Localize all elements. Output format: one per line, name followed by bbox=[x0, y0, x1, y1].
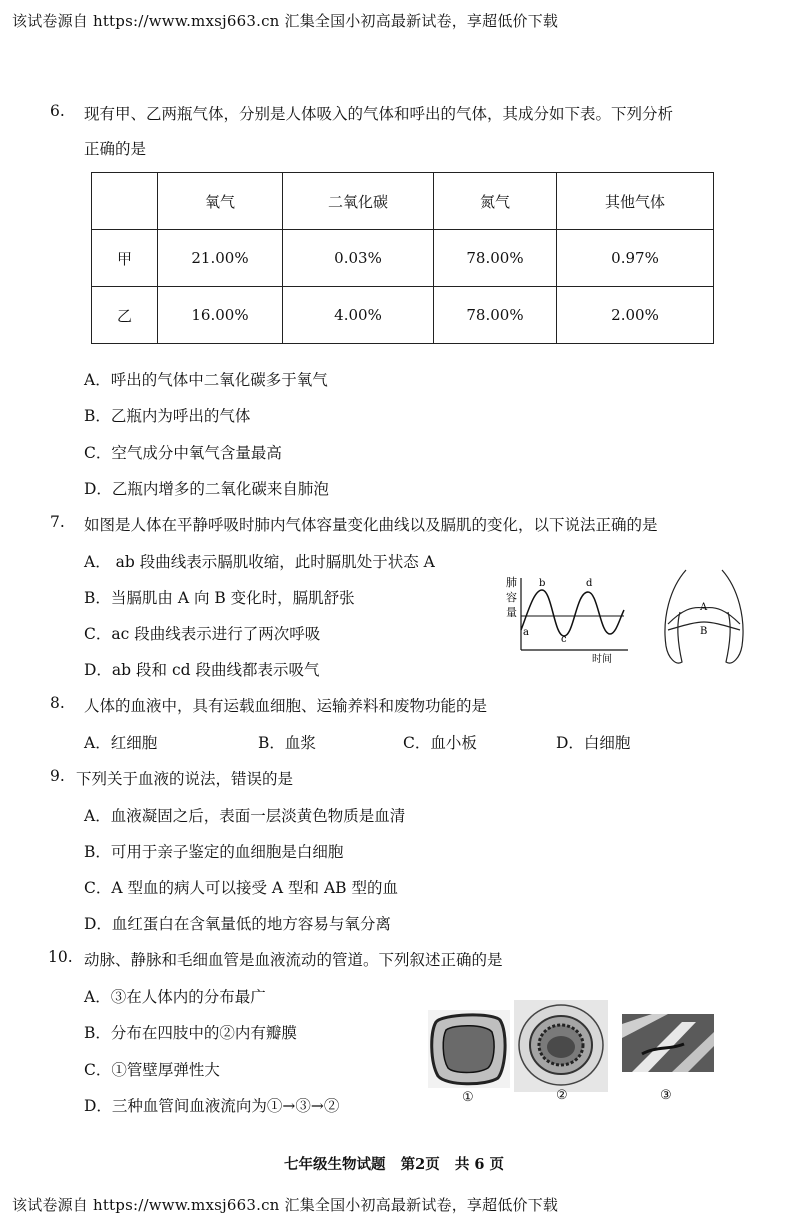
table-header-row bbox=[92, 173, 714, 230]
q8-option-a[interactable]: A．红细胞 bbox=[84, 734, 158, 752]
gas-composition-table bbox=[91, 172, 714, 344]
lung-volume-graph bbox=[500, 572, 635, 664]
q10-option-b[interactable]: B．分布在四肢中的②内有瓣膜 bbox=[84, 1024, 297, 1042]
graph-point-label: c bbox=[561, 634, 567, 645]
q6-option-c[interactable]: C．空气成分中氧气含量最高 bbox=[84, 444, 282, 462]
table-header-cell: 氧气 bbox=[158, 173, 283, 230]
vessel-label-1: ① bbox=[462, 1090, 474, 1105]
q7-option-c[interactable]: C．ac 段曲线表示进行了两次呼吸 bbox=[84, 625, 321, 643]
graph-xlabel: 时间 bbox=[592, 654, 612, 664]
diaphragm-label: B bbox=[700, 626, 708, 637]
table-header-cell: 氮气 bbox=[434, 173, 557, 230]
q10-stem: 动脉、静脉和毛细血管是血液流动的管道。下列叙述正确的是 bbox=[84, 951, 503, 969]
vessel-figure-2 bbox=[514, 1000, 608, 1092]
q10-option-d[interactable]: D．三种血管间血液流向为①→③→② bbox=[84, 1097, 340, 1115]
q9-option-c[interactable]: C．A 型血的病人可以接受 A 型和 AB 型的血 bbox=[84, 879, 398, 897]
footer-banner: 该试卷源自 https://www.mxsj663.cn 汇集全国小初高最新试卷，享超低价下载 bbox=[12, 1196, 559, 1214]
q7-option-a[interactable]: A． ab 段曲线表示膈肌收缩，此时膈肌处于状态 A bbox=[84, 553, 435, 571]
graph-point-label: a bbox=[523, 627, 529, 638]
q8-option-c[interactable]: C．血小板 bbox=[403, 734, 477, 752]
table-cell: 0.97% bbox=[557, 230, 714, 287]
q6-stem-line2: 正确的是 bbox=[84, 140, 147, 158]
q8-stem: 人体的血液中，具有运载血细胞、运输养料和废物功能的是 bbox=[84, 697, 488, 715]
q9-option-d[interactable]: D．血红蛋白在含氧量低的地方容易与氧分离 bbox=[84, 915, 391, 933]
graph-ylabel-char: 容 bbox=[506, 591, 517, 604]
q7-number: 7. bbox=[50, 513, 65, 531]
vessel-label-2: ② bbox=[556, 1088, 568, 1103]
q6-option-a[interactable]: A．呼出的气体中二氧化碳多于氧气 bbox=[84, 371, 328, 389]
table-row bbox=[92, 287, 714, 344]
q10-option-a[interactable]: A．③在人体内的分布最广 bbox=[84, 988, 266, 1006]
q9-option-b[interactable]: B．可用于亲子鉴定的血细胞是白细胞 bbox=[84, 843, 344, 861]
q7-stem: 如图是人体在平静呼吸时肺内气体容量变化曲线以及膈肌的变化，以下说法正确的是 bbox=[84, 516, 658, 534]
q9-stem: 下列关于血液的说法，错误的是 bbox=[76, 770, 294, 788]
vessel-figure-3 bbox=[622, 1014, 714, 1072]
q8-option-d[interactable]: D．白细胞 bbox=[556, 734, 631, 752]
q8-option-b[interactable]: B．血浆 bbox=[258, 734, 316, 752]
table-cell: 乙 bbox=[92, 287, 158, 344]
q6-option-b[interactable]: B．乙瓶内为呼出的气体 bbox=[84, 407, 251, 425]
table-cell: 甲 bbox=[92, 230, 158, 287]
q10-number: 10. bbox=[48, 948, 73, 966]
graph-ylabel-char: 量 bbox=[506, 606, 517, 619]
table-header-cell bbox=[92, 173, 158, 230]
table-header-cell: 其他气体 bbox=[557, 173, 714, 230]
vessel-label-3: ③ bbox=[660, 1088, 672, 1103]
q7-option-d[interactable]: D．ab 段和 cd 段曲线都表示吸气 bbox=[84, 661, 320, 679]
graph-ylabel-char: 肺 bbox=[506, 576, 517, 589]
q6-number: 6. bbox=[50, 102, 65, 120]
diaphragm-label: A bbox=[700, 602, 708, 613]
table-cell: 4.00% bbox=[283, 287, 434, 344]
table-cell: 21.00% bbox=[158, 230, 283, 287]
graph-point-label: d bbox=[586, 578, 593, 589]
q10-option-c[interactable]: C．①管壁厚弹性大 bbox=[84, 1061, 220, 1079]
table-row bbox=[92, 230, 714, 287]
header-banner: 该试卷源自 https://www.mxsj663.cn 汇集全国小初高最新试卷，享超低价下载 bbox=[12, 12, 559, 30]
table-cell: 16.00% bbox=[158, 287, 283, 344]
q8-number: 8. bbox=[50, 694, 65, 712]
table-cell: 78.00% bbox=[434, 287, 557, 344]
vessel-figure-1 bbox=[428, 1010, 510, 1088]
q7-option-b[interactable]: B．当膈肌由 A 向 B 变化时，膈肌舒张 bbox=[84, 589, 355, 607]
graph-point-label: b bbox=[539, 578, 546, 589]
q9-number: 9. bbox=[50, 767, 65, 785]
q9-option-a[interactable]: A．血液凝固之后，表面一层淡黄色物质是血清 bbox=[84, 807, 406, 825]
table-header-cell: 二氧化碳 bbox=[283, 173, 434, 230]
table-cell: 2.00% bbox=[557, 287, 714, 344]
q6-stem-line1: 现有甲、乙两瓶气体，分别是人体吸入的气体和呼出的气体，其成分如下表。下列分析 bbox=[84, 105, 674, 123]
q6-option-d[interactable]: D．乙瓶内增多的二氧化碳来自肺泡 bbox=[84, 480, 329, 498]
graph-volume-curve bbox=[521, 590, 624, 636]
table-cell: 78.00% bbox=[434, 230, 557, 287]
table-cell: 0.03% bbox=[283, 230, 434, 287]
diaphragm-diagram bbox=[656, 566, 752, 670]
page-footer: 七年级生物试题 第2页 共 6 页 bbox=[284, 1156, 505, 1173]
